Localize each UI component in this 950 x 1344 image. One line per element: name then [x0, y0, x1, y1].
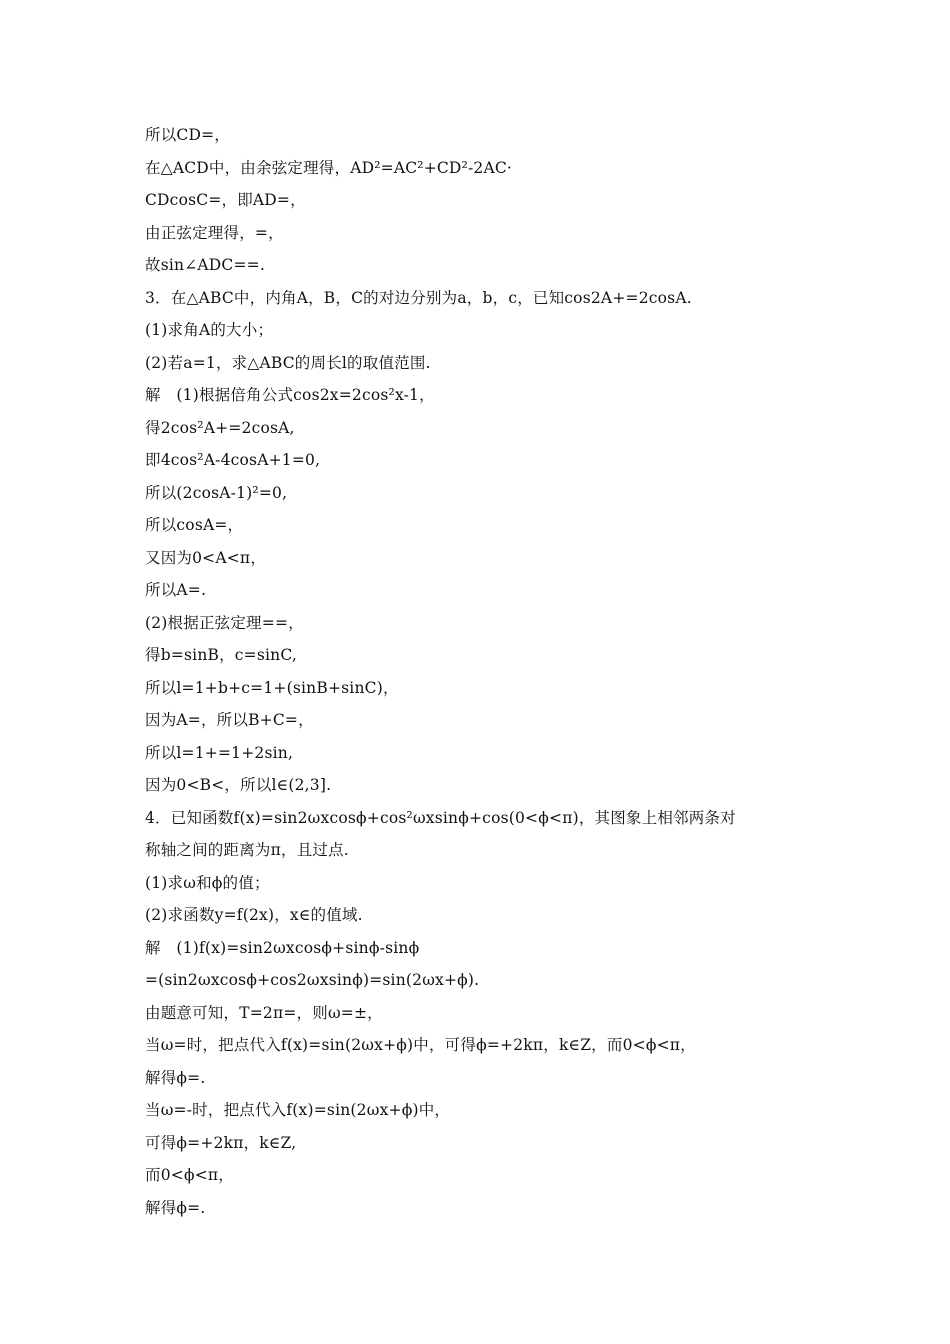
text-line: (1)求角A的大小； — [145, 321, 274, 339]
text-line: =(sin2ωxcosϕ+cos2ωxsinϕ)=sin(2ωx+ϕ). — [145, 971, 480, 989]
text-line: (2)根据正弦定理==， — [145, 613, 304, 632]
solution-heading: 解 (1)f(x)=sin2ωxcosϕ+sinϕ-sinϕ — [145, 938, 420, 957]
text-line: 当ω=-时，把点代入f(x)=sin(2ωx+ϕ)中， — [145, 1101, 451, 1119]
text-line: (2)若a=1，求△ABC的周长l的取值范围. — [145, 353, 431, 372]
text-line: 所以A=. — [145, 581, 207, 599]
text-line: 即4cos²A-4cosA+1=0, — [145, 451, 321, 469]
text-line: 所以(2cosA-1)²=0, — [145, 483, 288, 502]
text-line: 在△ACD中，由余弦定理得，AD²=AC²+CD²-2AC· — [145, 158, 513, 177]
text-line: 因为0<B<，所以l∈(2,3]. — [145, 776, 332, 794]
text-line: CDcosC=，即AD=， — [145, 191, 306, 209]
text-line: 故sin∠ADC==. — [145, 256, 265, 274]
text-line: 由正弦定理得，=， — [145, 223, 284, 242]
solution-heading: 解 (1)根据倍角公式cos2x=2cos²x-1， — [145, 386, 435, 404]
text-line: 解得ϕ=. — [145, 1198, 206, 1217]
text-line: 当ω=时，把点代入f(x)=sin(2ωx+ϕ)中，可得ϕ=+2kπ，k∈Z，而0<ϕ<π， — [145, 1036, 696, 1054]
text-line: 所以cosA=， — [145, 516, 244, 534]
text-line: 因为A=，所以B+C=， — [145, 711, 314, 729]
text-line: (2)求函数y=f(2x)，x∈的值域. — [145, 906, 363, 924]
text-line: 由题意可知，T=2π=，则ω=±， — [145, 1003, 383, 1022]
text-line: 所以l=1+=1+2sin, — [145, 743, 294, 762]
document-body — [145, 119, 825, 1224]
text-line: 而0<ϕ<π， — [145, 1166, 234, 1184]
text-line: 得2cos²A+=2cosA, — [145, 418, 295, 437]
text-line: 得b=sinB，c=sinC, — [145, 646, 297, 664]
text-line: 可得ϕ=+2kπ，k∈Z, — [145, 1133, 297, 1152]
text-line: 所以CD=， — [145, 126, 230, 144]
text-line: 所以l=1+b+c=1+(sinB+sinC)， — [145, 678, 399, 697]
problem-3-statement: 3．在△ABC中，内角A，B，C的对边分别为a，b，c，已知cos2A+=2cosA. — [145, 288, 692, 307]
text-line: 称轴之间的距离为π，且过点. — [145, 841, 349, 859]
text-line: (1)求ω和ϕ的值； — [145, 873, 270, 892]
problem-4-statement: 4．已知函数f(x)=sin2ωxcosϕ+cos²ωxsinϕ+cos(0<ϕ<π)，其图象上相邻两条对 — [145, 808, 736, 827]
text-line: 解得ϕ=. — [145, 1068, 206, 1087]
text-line: 又因为0<A<π， — [145, 548, 267, 567]
